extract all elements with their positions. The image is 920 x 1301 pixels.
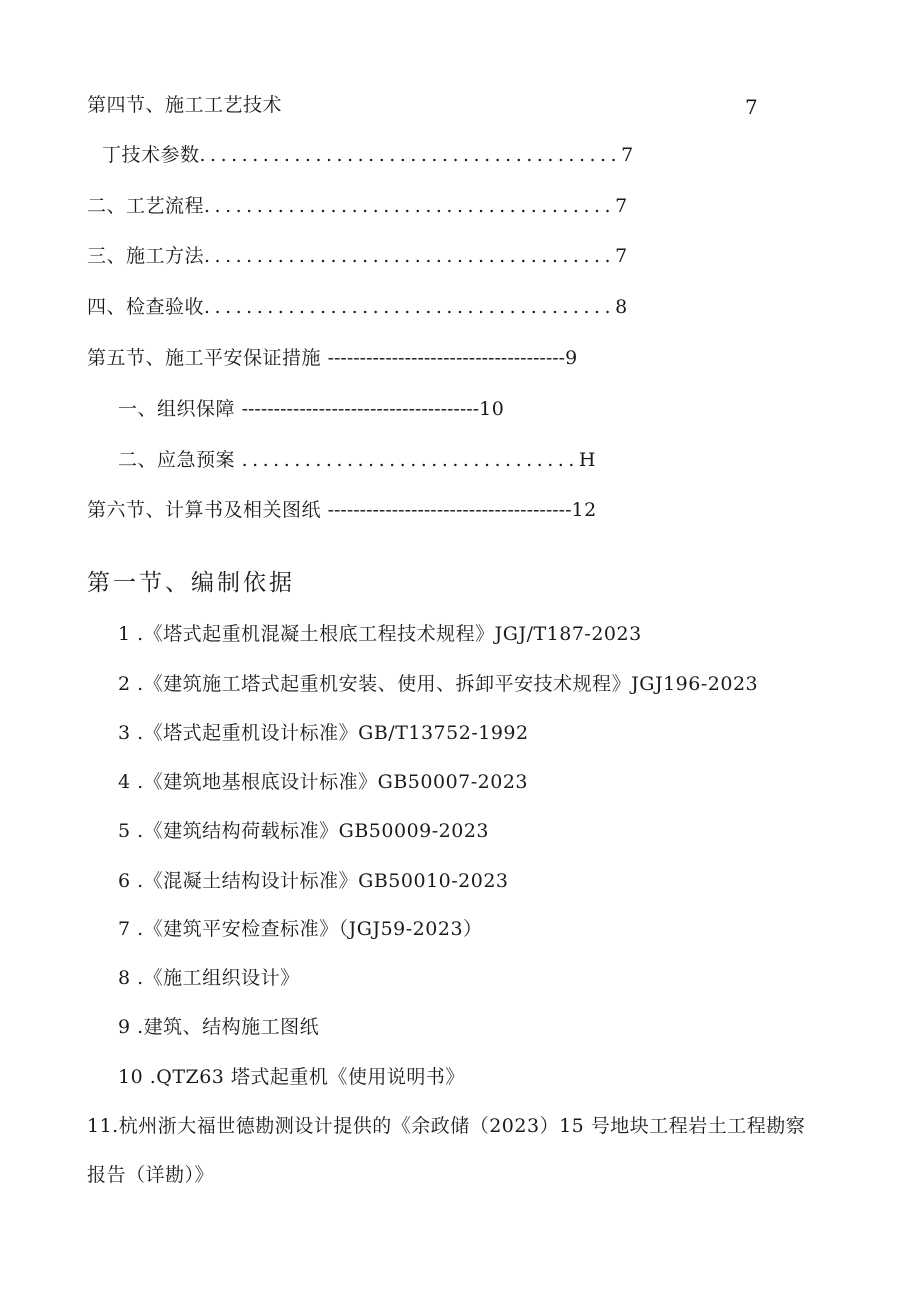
toc-section-6-label: 第六节、计算书及相关图纸 xyxy=(87,499,322,521)
reference-item: 10 .QTZ63 塔式起重机《使用说明书》 xyxy=(118,1066,465,1088)
reference-item: 7 .《建筑平安检查标准》（JGJ59-2023） xyxy=(118,918,483,940)
toc-leader: ------------------------------------- xyxy=(327,347,566,369)
reference-item: 5 .《建筑结构荷载标准》GB50009-2023 xyxy=(118,820,490,842)
toc-section-5-label: 第五节、施工平安保证措施 xyxy=(87,347,322,369)
section-heading: 第一节、编制依据 xyxy=(87,570,295,596)
toc-section-6 xyxy=(87,497,597,523)
toc-section-4 xyxy=(87,92,282,118)
toc-page-number: 9 xyxy=(565,347,578,369)
toc-page-number: 8 xyxy=(615,296,628,318)
toc-page-number: 12 xyxy=(571,499,597,521)
toc-entry-label: 三、施工方法 xyxy=(87,245,205,267)
toc-leader: ....................................... xyxy=(204,245,616,267)
reference-item: 8 .《施工组织设计》 xyxy=(118,967,300,989)
toc-page-number: 7 xyxy=(621,144,634,166)
toc-entry xyxy=(102,142,634,168)
toc-entry xyxy=(87,294,628,320)
reference-item: 3 .《塔式起重机设计标准》GB/T13752-1992 xyxy=(118,722,529,744)
toc-entry-label: 一、组织保障 xyxy=(118,398,236,420)
toc-page-number: H xyxy=(578,449,596,471)
toc-leader: ........................................ xyxy=(199,144,622,166)
toc-section-4-page: 7 xyxy=(745,95,758,119)
toc-entry xyxy=(87,243,628,269)
reference-item: 11.杭州浙大福世德勘测设计提供的《余政储（2023）15 号地块工程岩土工程勘察 xyxy=(87,1115,806,1137)
reference-item-continuation: 报告（详勘）》 xyxy=(87,1164,215,1186)
reference-item: 4 .《建筑地基根底设计标准》GB50007-2023 xyxy=(118,771,529,793)
toc-entry-label: 四、检查验收 xyxy=(87,296,205,318)
toc-leader: -------------------------------------- xyxy=(327,499,572,521)
toc-entry xyxy=(118,447,596,473)
toc-page-number: 10 xyxy=(479,398,505,420)
toc-section-5 xyxy=(87,345,578,371)
toc-leader: ------------------------------------- xyxy=(241,398,480,420)
toc-entry-label: 二、应急预案 xyxy=(118,449,236,471)
toc-leader: ....................................... xyxy=(204,296,616,318)
toc-leader: ....................................... xyxy=(204,195,616,217)
reference-item: 9 .建筑、结构施工图纸 xyxy=(118,1016,320,1038)
reference-item: 1 .《塔式起重机混凝土根底工程技术规程》JGJ/T187-2023 xyxy=(118,623,642,645)
toc-entry-label: 二、工艺流程 xyxy=(87,195,205,217)
toc-entry xyxy=(87,193,628,219)
toc-page-number: 7 xyxy=(615,195,628,217)
toc-page-number: 7 xyxy=(615,245,628,267)
toc-section-4-label: 第四节、施工工艺技术 xyxy=(87,94,283,116)
toc-entry xyxy=(118,396,504,422)
reference-item: 2 .《建筑施工塔式起重机安装、使用、拆卸平安技术规程》JGJ196-2023 xyxy=(118,673,759,695)
toc-entry-label: 丁技术参数 xyxy=(102,144,200,166)
reference-item: 6 .《混凝土结构设计标准》GB50010-2023 xyxy=(118,870,509,892)
toc-leader: ................................ xyxy=(241,449,579,471)
